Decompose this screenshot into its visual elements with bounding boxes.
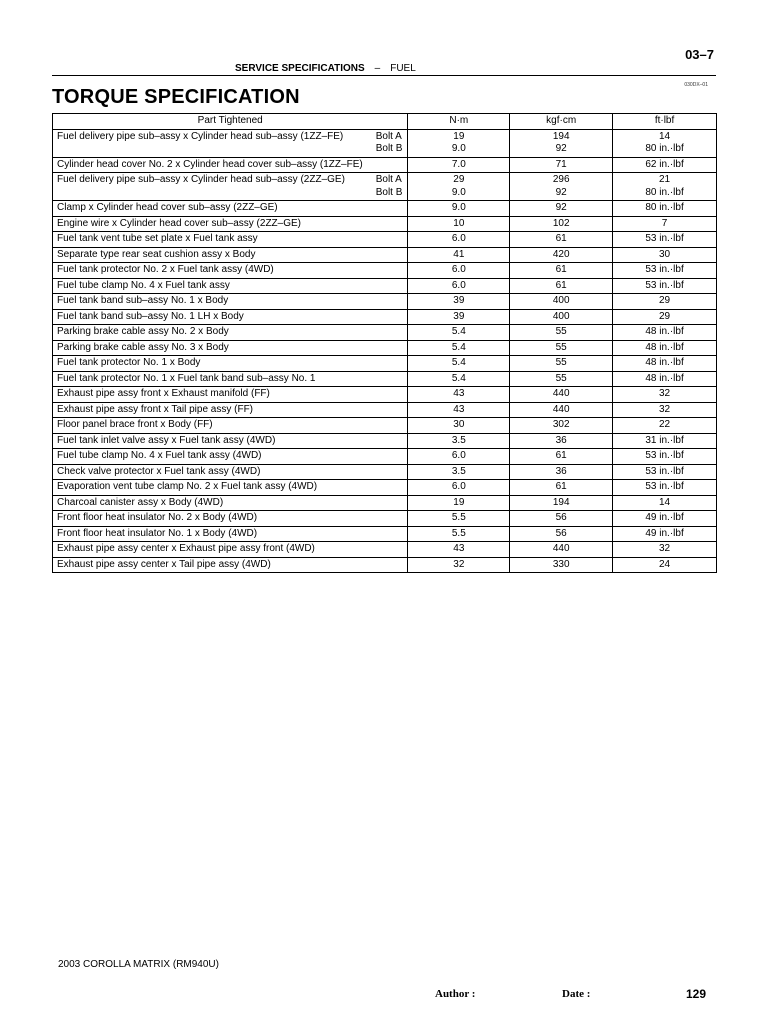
kgf-value: 302	[552, 419, 570, 430]
part-cell	[53, 129, 408, 157]
ftlbf-value: 53 in.·lbf	[645, 481, 684, 492]
kgf-value: 194	[552, 496, 570, 508]
kgf-value: 61	[555, 264, 567, 275]
ftlbf-value: 80 in.·lbf	[645, 143, 684, 154]
part-name: Check valve protector x Fuel tank assy (4WD)	[57, 465, 261, 477]
column-header-nm: N·m	[408, 114, 510, 130]
table-row	[53, 542, 717, 558]
kgf-value: 440	[552, 543, 570, 554]
section-header	[235, 63, 416, 74]
part-cell	[53, 247, 408, 263]
ftlbf-value-cell	[613, 464, 717, 480]
nm-value-cell	[408, 402, 510, 418]
table-row	[53, 356, 717, 372]
kgf-value: 61	[555, 450, 567, 461]
kgf-value: 296	[552, 174, 570, 185]
part-name: Fuel tank protector No. 1 x Fuel tank band sub–assy No. 1	[57, 372, 316, 384]
table-row	[53, 464, 717, 480]
nm-value: 32	[453, 558, 465, 570]
table-row	[53, 278, 717, 294]
part-name: Front floor heat insulator No. 2 x Body (4WD)	[57, 512, 258, 523]
ftlbf-value-cell	[613, 325, 717, 341]
nm-value-cell	[408, 278, 510, 294]
part-cell	[53, 325, 408, 341]
kgf-value: 92	[555, 143, 567, 154]
table-row	[53, 325, 717, 341]
nm-value: 6.0	[451, 481, 466, 492]
ftlbf-value: 49 in.·lbf	[645, 512, 684, 523]
ftlbf-value: 22	[658, 419, 671, 430]
kgf-value-cell	[510, 418, 613, 434]
part-cell	[53, 216, 408, 232]
kgf-value-cell	[510, 480, 613, 496]
part-name: Fuel tube clamp No. 4 x Fuel tank assy	[57, 279, 230, 291]
section-separator: –	[374, 63, 381, 74]
part-cell	[53, 263, 408, 279]
table-row	[53, 511, 717, 527]
nm-value: 6.0	[451, 279, 466, 291]
ftlbf-value-cell	[613, 278, 717, 294]
ftlbf-value-cell	[613, 371, 717, 387]
footer-date-label: Date :	[562, 988, 591, 1000]
bolt-labels	[376, 174, 404, 199]
part-cell	[53, 173, 408, 201]
ftlbf-value: 29	[658, 295, 671, 306]
part-cell	[53, 464, 408, 480]
part-cell	[53, 557, 408, 573]
table-row	[53, 433, 717, 449]
table-row	[53, 309, 717, 325]
kgf-value: 102	[552, 217, 570, 229]
part-cell	[53, 542, 408, 558]
part-cell	[53, 480, 408, 496]
ftlbf-value: 14	[658, 130, 671, 142]
part-name: Fuel tank protector No. 1 x Body	[57, 357, 201, 368]
table-row	[53, 495, 717, 511]
nm-value: 6.0	[451, 233, 466, 244]
kgf-value-cell	[510, 371, 613, 387]
table-row	[53, 371, 717, 387]
part-cell	[53, 371, 408, 387]
ftlbf-value: 53 in.·lbf	[645, 450, 684, 461]
header-rule	[52, 75, 716, 76]
part-cell	[53, 433, 408, 449]
nm-value-cell	[408, 247, 510, 263]
nm-value-cell	[408, 433, 510, 449]
kgf-value: 55	[555, 357, 567, 368]
column-header-part: Part Tightened	[53, 114, 408, 130]
table-row	[53, 294, 717, 310]
kgf-value-cell	[510, 325, 613, 341]
kgf-value-cell	[510, 129, 613, 157]
table-row	[53, 173, 717, 201]
ftlbf-value: 53 in.·lbf	[645, 264, 684, 275]
kgf-value: 61	[555, 481, 567, 492]
nm-value: 43	[453, 543, 465, 554]
part-cell	[53, 418, 408, 434]
ftlbf-value-cell	[613, 263, 717, 279]
subsection-title: FUEL	[390, 63, 416, 74]
kgf-value: 56	[555, 527, 567, 539]
footer-page-number: 129	[685, 987, 706, 1001]
ftlbf-value-cell	[613, 294, 717, 310]
ftlbf-value-cell	[613, 526, 717, 542]
part-name: Fuel tank band sub–assy No. 1 LH x Body	[57, 310, 244, 322]
kgf-value-cell	[510, 201, 613, 217]
kgf-value-cell	[510, 356, 613, 372]
part-cell	[53, 340, 408, 356]
kgf-value: 400	[552, 295, 570, 306]
ftlbf-value: 80 in.·lbf	[645, 186, 684, 198]
ftlbf-value-cell	[613, 173, 717, 201]
bolt-label: Bolt B	[375, 186, 403, 198]
nm-value-cell	[408, 464, 510, 480]
ftlbf-value-cell	[613, 449, 717, 465]
nm-value-cell	[408, 294, 510, 310]
table-row	[53, 129, 717, 157]
part-cell-wrap	[57, 174, 403, 199]
ftlbf-value: 53 in.·lbf	[645, 279, 684, 291]
ftlbf-value: 80 in.·lbf	[645, 202, 684, 213]
nm-value: 9.0	[451, 186, 466, 198]
kgf-value-cell	[510, 294, 613, 310]
ftlbf-value-cell	[613, 340, 717, 356]
nm-value: 6.0	[451, 264, 466, 275]
kgf-value: 194	[552, 130, 570, 142]
table-row	[53, 340, 717, 356]
nm-value: 6.0	[451, 450, 466, 461]
part-name: Fuel tank protector No. 2 x Fuel tank assy (4WD)	[57, 264, 274, 275]
part-cell	[53, 495, 408, 511]
ftlbf-value: 30	[658, 248, 671, 260]
kgf-value: 440	[552, 388, 570, 399]
nm-value-cell	[408, 157, 510, 173]
part-name: Parking brake cable assy No. 2 x Body	[57, 326, 229, 337]
bolt-label: Bolt A	[375, 174, 402, 185]
ftlbf-value-cell	[613, 402, 717, 418]
nm-value-cell	[408, 325, 510, 341]
ftlbf-value-cell	[613, 309, 717, 325]
part-name: Cylinder head cover No. 2 x Cylinder head cover sub–assy (1ZZ–FE)	[57, 158, 363, 170]
nm-value-cell	[408, 526, 510, 542]
kgf-value: 420	[552, 248, 570, 260]
ftlbf-value-cell	[613, 356, 717, 372]
bolt-label: Bolt B	[375, 143, 403, 154]
nm-value-cell	[408, 480, 510, 496]
ftlbf-value: 53 in.·lbf	[645, 465, 684, 477]
table-body	[53, 129, 717, 573]
kgf-value-cell	[510, 449, 613, 465]
table-row	[53, 402, 717, 418]
part-name: Fuel tank vent tube set plate x Fuel tank assy	[57, 233, 258, 244]
nm-value: 5.5	[451, 512, 466, 523]
ftlbf-value-cell	[613, 129, 717, 157]
kgf-value-cell	[510, 157, 613, 173]
ftlbf-value: 48 in.·lbf	[645, 326, 684, 337]
kgf-value: 440	[552, 403, 570, 415]
table-row	[53, 216, 717, 232]
ftlbf-value-cell	[613, 433, 717, 449]
column-header-kgf: kgf·cm	[510, 114, 613, 130]
nm-value-cell	[408, 511, 510, 527]
part-cell	[53, 309, 408, 325]
ftlbf-value: 7	[661, 217, 668, 229]
kgf-value-cell	[510, 433, 613, 449]
part-name: Engine wire x Cylinder head cover sub–assy (2ZZ–GE)	[57, 217, 301, 229]
ftlbf-value-cell	[613, 387, 717, 403]
ftlbf-value-cell	[613, 418, 717, 434]
kgf-value: 55	[555, 326, 567, 337]
nm-value-cell	[408, 216, 510, 232]
part-name: Fuel tube clamp No. 4 x Fuel tank assy (4WD)	[57, 450, 262, 461]
table-row	[53, 157, 717, 173]
ftlbf-value: 24	[658, 558, 671, 570]
kgf-value-cell	[510, 309, 613, 325]
part-name: Fuel tank band sub–assy No. 1 x Body	[57, 295, 229, 306]
kgf-value-cell	[510, 526, 613, 542]
nm-value-cell	[408, 263, 510, 279]
nm-value-cell	[408, 173, 510, 201]
kgf-value: 71	[555, 158, 567, 170]
ftlbf-value: 53 in.·lbf	[645, 233, 684, 244]
kgf-value: 36	[555, 434, 567, 446]
ftlbf-value: 32	[658, 543, 671, 554]
part-cell	[53, 387, 408, 403]
kgf-value-cell	[510, 387, 613, 403]
kgf-value: 330	[552, 558, 570, 570]
part-name: Exhaust pipe assy center x Exhaust pipe assy front (4WD)	[57, 543, 315, 554]
bolt-label: Bolt A	[375, 130, 402, 142]
part-cell	[53, 278, 408, 294]
nm-value-cell	[408, 371, 510, 387]
ftlbf-value-cell	[613, 157, 717, 173]
part-cell-wrap	[57, 131, 403, 156]
nm-value: 3.5	[451, 465, 466, 477]
ftlbf-value-cell	[613, 511, 717, 527]
kgf-value-cell	[510, 495, 613, 511]
nm-value: 39	[453, 310, 465, 322]
kgf-value-cell	[510, 247, 613, 263]
nm-value-cell	[408, 557, 510, 573]
kgf-value: 61	[555, 279, 567, 291]
nm-value: 5.4	[451, 357, 466, 368]
kgf-value: 55	[555, 341, 567, 353]
nm-value: 19	[453, 130, 465, 142]
nm-value-cell	[408, 387, 510, 403]
kgf-value: 36	[555, 465, 567, 477]
table-row	[53, 263, 717, 279]
part-name: Separate type rear seat cushion assy x Body	[57, 248, 256, 260]
kgf-value: 92	[555, 202, 567, 213]
nm-value: 43	[453, 388, 465, 399]
part-name: Clamp x Cylinder head cover sub–assy (2ZZ–GE)	[57, 202, 278, 213]
part-cell	[53, 201, 408, 217]
table-row	[53, 449, 717, 465]
ftlbf-value-cell	[613, 247, 717, 263]
page-title: TORQUE SPECIFICATION	[52, 86, 300, 108]
part-cell	[53, 402, 408, 418]
kgf-value: 61	[555, 233, 567, 244]
table-row	[53, 418, 717, 434]
kgf-value-cell	[510, 216, 613, 232]
table-row	[53, 387, 717, 403]
part-cell	[53, 294, 408, 310]
part-cell	[53, 526, 408, 542]
table-row	[53, 232, 717, 248]
nm-value-cell	[408, 356, 510, 372]
nm-value-cell	[408, 449, 510, 465]
part-cell	[53, 157, 408, 173]
page-number: 03–7	[685, 47, 714, 62]
nm-value: 43	[453, 403, 465, 415]
kgf-value: 92	[555, 186, 567, 198]
nm-value: 5.4	[451, 326, 466, 337]
part-name: Fuel tank inlet valve assy x Fuel tank assy (4WD)	[57, 434, 276, 446]
table-row	[53, 526, 717, 542]
nm-value-cell	[408, 201, 510, 217]
column-header-ftlbf: ft·lbf	[613, 114, 717, 130]
kgf-value: 55	[555, 372, 567, 384]
part-name: Parking brake cable assy No. 3 x Body	[57, 341, 229, 353]
kgf-value-cell	[510, 340, 613, 356]
ftlbf-value: 32	[658, 388, 671, 399]
nm-value-cell	[408, 495, 510, 511]
kgf-value-cell	[510, 402, 613, 418]
ftlbf-value: 29	[658, 310, 671, 322]
part-name: Exhaust pipe assy front x Exhaust manifold (FF)	[57, 388, 270, 399]
section-title: SERVICE SPECIFICATIONS	[235, 63, 365, 74]
kgf-value: 400	[552, 310, 570, 322]
kgf-value-cell	[510, 263, 613, 279]
footer-author-label: Author :	[435, 988, 476, 1000]
part-name: Evaporation vent tube clamp No. 2 x Fuel tank assy (4WD)	[57, 481, 318, 492]
kgf-value-cell	[510, 542, 613, 558]
ftlbf-value-cell	[613, 480, 717, 496]
table-row	[53, 201, 717, 217]
part-name: Front floor heat insulator No. 1 x Body (4WD)	[57, 527, 258, 539]
nm-value: 29	[453, 174, 465, 185]
nm-value: 39	[453, 295, 465, 306]
kgf-value-cell	[510, 464, 613, 480]
nm-value: 30	[453, 419, 465, 430]
ftlbf-value: 21	[658, 174, 671, 185]
nm-value-cell	[408, 129, 510, 157]
part-name: Exhaust pipe assy front x Tail pipe assy (FF)	[57, 403, 254, 415]
part-name: Fuel delivery pipe sub–assy x Cylinder head sub–assy (2ZZ–GE)	[57, 174, 345, 185]
ftlbf-value: 31 in.·lbf	[645, 434, 684, 446]
nm-value-cell	[408, 542, 510, 558]
nm-value-cell	[408, 340, 510, 356]
nm-value: 9.0	[451, 143, 466, 154]
part-name: Fuel delivery pipe sub–assy x Cylinder head sub–assy (1ZZ–FE)	[57, 130, 344, 142]
nm-value: 19	[453, 496, 465, 508]
nm-value-cell	[408, 232, 510, 248]
kgf-value-cell	[510, 278, 613, 294]
ftlbf-value-cell	[613, 201, 717, 217]
ftlbf-value: 48 in.·lbf	[645, 357, 684, 368]
ftlbf-value-cell	[613, 495, 717, 511]
ftlbf-value-cell	[613, 542, 717, 558]
nm-value: 7.0	[451, 158, 466, 170]
kgf-value-cell	[510, 511, 613, 527]
nm-value-cell	[408, 418, 510, 434]
part-name: Charcoal canister assy x Body (4WD)	[57, 496, 224, 508]
table-row	[53, 557, 717, 573]
nm-value: 5.4	[451, 341, 466, 353]
ftlbf-value: 32	[658, 403, 671, 415]
part-cell	[53, 356, 408, 372]
ftlbf-value: 14	[658, 496, 671, 508]
nm-value: 5.4	[451, 372, 466, 384]
table-row	[53, 480, 717, 496]
part-cell	[53, 449, 408, 465]
table-header-row	[53, 114, 717, 130]
bolt-labels	[376, 131, 404, 156]
ftlbf-value: 48 in.·lbf	[645, 372, 684, 384]
ftlbf-value: 48 in.·lbf	[645, 341, 684, 353]
ftlbf-value: 49 in.·lbf	[645, 527, 684, 539]
kgf-value-cell	[510, 232, 613, 248]
ftlbf-value: 62 in.·lbf	[645, 158, 684, 170]
ftlbf-value-cell	[613, 557, 717, 573]
part-name: Floor panel brace front x Body (FF)	[57, 419, 213, 430]
footer-model: 2003 COROLLA MATRIX (RM940U)	[58, 959, 219, 970]
torque-table	[52, 113, 717, 573]
part-cell	[53, 511, 408, 527]
nm-value: 9.0	[451, 202, 466, 213]
nm-value-cell	[408, 309, 510, 325]
table-row	[53, 247, 717, 263]
part-name: Exhaust pipe assy center x Tail pipe assy (4WD)	[57, 558, 271, 570]
part-cell	[53, 232, 408, 248]
reference-code: 030DX–01	[684, 82, 708, 88]
kgf-value-cell	[510, 557, 613, 573]
ftlbf-value-cell	[613, 232, 717, 248]
nm-value: 3.5	[451, 434, 466, 446]
ftlbf-value-cell	[613, 216, 717, 232]
nm-value: 41	[453, 248, 465, 260]
nm-value: 5.5	[451, 527, 466, 539]
nm-value: 10	[453, 217, 465, 229]
kgf-value-cell	[510, 173, 613, 201]
kgf-value: 56	[555, 512, 567, 523]
